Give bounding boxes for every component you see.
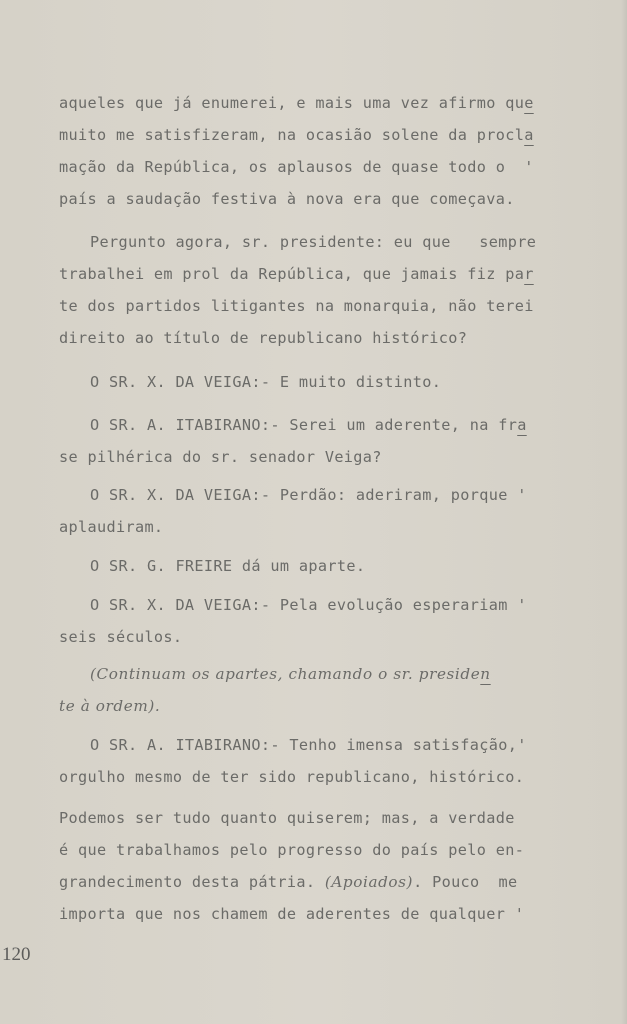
italic-remark: (Apoiados)	[324, 873, 414, 891]
line-text: O SR. A. ITABIRANO:- Serei um aderente, na fr	[90, 416, 518, 434]
speaker-line: O SR. X. DA VEIGA:- Pela evolução esperariam '	[90, 596, 527, 614]
text-line: Pergunto agora, sr. presidente: eu que sempre	[90, 233, 537, 251]
line-text: muito me satisfizeram, na ocasião solene da procl	[59, 126, 525, 144]
text-line: aplaudiram.	[59, 518, 164, 536]
text-line: Podemos ser tudo quanto quiserem; mas, a verdade	[59, 809, 515, 827]
page-number: 120	[2, 944, 31, 965]
line-hyphen-tail: n	[480, 665, 491, 683]
line-hyphen-tail: a	[517, 416, 527, 434]
text-line	[59, 125, 534, 145]
text-line: importa que nos chamem de aderentes de qualquer '	[59, 905, 525, 923]
line-text: grandecimento desta pátria.	[59, 873, 325, 891]
text-line: se pilhérica do sr. senador Veiga?	[59, 448, 382, 466]
text-line: país a saudação festiva à nova era que começava.	[59, 190, 515, 208]
line-hyphen-tail: e	[524, 94, 534, 112]
text-line: seis séculos.	[59, 628, 183, 646]
text-line: direito ao título de republicano histórico?	[59, 329, 468, 347]
speaker-line: O SR. X. DA VEIGA:- E muito distinto.	[90, 373, 442, 391]
text-line: é que trabalhamos pelo progresso do país pelo en-	[59, 841, 525, 859]
stage-direction: te à ordem).	[59, 697, 161, 715]
line-hyphen-tail: r	[524, 265, 534, 283]
speaker-line	[90, 415, 527, 435]
speaker-line: O SR. X. DA VEIGA:- Perdão: aderiram, porque '	[90, 486, 527, 504]
line-text: aqueles que já enumerei, e mais uma vez afirmo qu	[59, 94, 525, 112]
text-line: mação da República, os aplausos de quase todo o '	[59, 158, 534, 176]
page-edge-shadow	[621, 0, 627, 1024]
stage-direction	[90, 664, 491, 684]
line-hyphen-tail: a	[524, 126, 534, 144]
speaker-line: O SR. G. FREIRE dá um aparte.	[90, 557, 366, 575]
text-line: orgulho mesmo de ter sido republicano, histórico.	[59, 768, 525, 786]
line-text: trabalhei em prol da República, que jamais fiz pa	[59, 265, 525, 283]
line-text: (Continuam os apartes, chamando o sr. preside	[90, 665, 481, 683]
line-text: . Pouco me	[413, 873, 518, 891]
text-line	[59, 93, 534, 113]
speaker-line: O SR. A. ITABIRANO:- Tenho imensa satisfação,'	[90, 736, 527, 754]
text-line	[59, 264, 534, 284]
text-line	[59, 872, 518, 892]
text-line: te dos partidos litigantes na monarquia, não terei	[59, 297, 534, 315]
